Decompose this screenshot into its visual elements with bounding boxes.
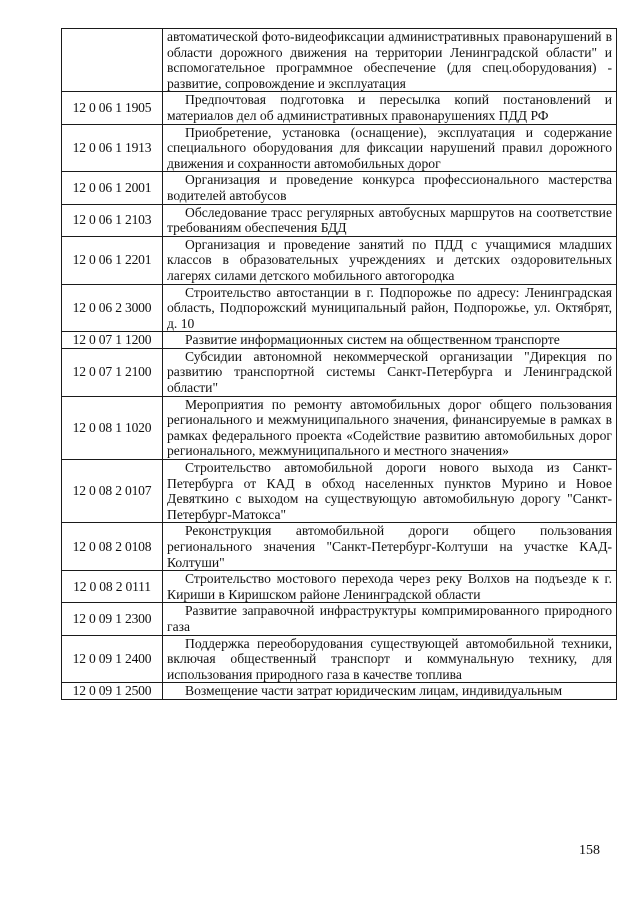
- table-row: [62, 348, 617, 396]
- row-description-cell: Обследование трасс регулярных автобусных маршрутов на соответствие требованиям обеспечения БДД: [163, 204, 617, 236]
- row-description-cell: Организация и проведение занятий по ПДД с учащимися младших классов в образовательных учреждениях и детских оздоровительных лагерях силами детского мобильного автогородка: [163, 236, 617, 284]
- row-code-cell: 12 0 06 1 1905: [62, 92, 163, 124]
- page-number: 158: [579, 843, 600, 858]
- row-code-cell: 12 0 06 1 2201: [62, 236, 163, 284]
- row-description-cell: Субсидии автономной некоммерческой организации "Дирекция по развитию транспортной системы Санкт-Петербурга и Ленинградской области": [163, 348, 617, 396]
- row-description-cell: автоматической фото-видеофиксации административных правонарушений в области дорожного движения на территории Ленинградской области" и вспомогательное программное обеспечение (для спец.оборудования) - развитие, сопровождение и эксплуатация: [163, 29, 617, 92]
- row-code-cell: 12 0 06 1 2103: [62, 204, 163, 236]
- table-row: [62, 124, 617, 172]
- row-code-cell: 12 0 09 1 2400: [62, 635, 163, 683]
- row-description-cell: Развитие заправочной инфраструктуры компримированного природного газа: [163, 603, 617, 635]
- row-description-cell: Приобретение, установка (оснащение), эксплуатация и содержание специального оборудования для фиксации нарушений правил дорожного движения и сохранности автомобильных дорог: [163, 124, 617, 172]
- row-description-cell: Мероприятия по ремонту автомобильных дорог общего пользования регионального и межмуниципального значения, финансируемые в рамках в рамках федерального проекта «Содействие развитию автомобильных дорог регионального, межмуниципального и местного значения»: [163, 396, 617, 459]
- table-row: [62, 683, 617, 700]
- table-row: [62, 635, 617, 683]
- row-description-cell: Организация и проведение конкурса профессионального мастерства водителей автобусов: [163, 172, 617, 204]
- table-row: [62, 172, 617, 204]
- row-description-cell: Строительство мостового перехода через реку Волхов на подъезде к г. Кириши в Киришском районе Ленинградской области: [163, 571, 617, 603]
- table-row: [62, 396, 617, 459]
- row-description-cell: Поддержка переоборудования существующей автомобильной техники, включая общественный транспорт и коммунальную технику, для использования природного газа в качестве топлива: [163, 635, 617, 683]
- table-row: [62, 204, 617, 236]
- row-description-cell: Строительство автомобильной дороги нового выхода из Санкт-Петербурга от КАД в обход населенных пунктов Мурино и Новое Девяткино с выходом на существующую автомобильную дорогу "Санкт-Петербург-Матокса": [163, 460, 617, 523]
- row-code-cell: 12 0 09 1 2300: [62, 603, 163, 635]
- budget-classification-table: [61, 28, 617, 700]
- row-code-cell: 12 0 08 2 0107: [62, 460, 163, 523]
- row-code-cell: 12 0 09 1 2500: [62, 683, 163, 700]
- row-description-cell: Развитие информационных систем на общественном транспорте: [163, 332, 617, 349]
- row-code-cell: [62, 29, 163, 92]
- row-code-cell: 12 0 06 1 2001: [62, 172, 163, 204]
- table-row: [62, 571, 617, 603]
- row-code-cell: 12 0 08 2 0111: [62, 571, 163, 603]
- table-row: [62, 523, 617, 571]
- row-code-cell: 12 0 06 1 1913: [62, 124, 163, 172]
- row-description-cell: Возмещение части затрат юридическим лицам, индивидуальным: [163, 683, 617, 700]
- table-row: [62, 92, 617, 124]
- table-row: [62, 236, 617, 284]
- table-body: [62, 29, 617, 700]
- row-code-cell: 12 0 06 2 3000: [62, 284, 163, 332]
- table-row: [62, 460, 617, 523]
- row-description-cell: Предпочтовая подготовка и пересылка копий постановлений и материалов дел об административных правонарушениях ПДД РФ: [163, 92, 617, 124]
- table-row: [62, 332, 617, 349]
- table-row: [62, 603, 617, 635]
- row-code-cell: 12 0 08 1 1020: [62, 396, 163, 459]
- row-description-cell: Строительство автостанции в г. Подпорожье по адресу: Ленинградская область, Подпорожский муниципальный район, Подпорожье, ул. Октябрят, д. 10: [163, 284, 617, 332]
- row-description-cell: Реконструкция автомобильной дороги общего пользования регионального значения "Санкт-Петербург-Колтуши на участке КАД-Колтуши": [163, 523, 617, 571]
- row-code-cell: 12 0 08 2 0108: [62, 523, 163, 571]
- table-row: [62, 29, 617, 92]
- row-code-cell: 12 0 07 1 1200: [62, 332, 163, 349]
- table-row: [62, 284, 617, 332]
- row-code-cell: 12 0 07 1 2100: [62, 348, 163, 396]
